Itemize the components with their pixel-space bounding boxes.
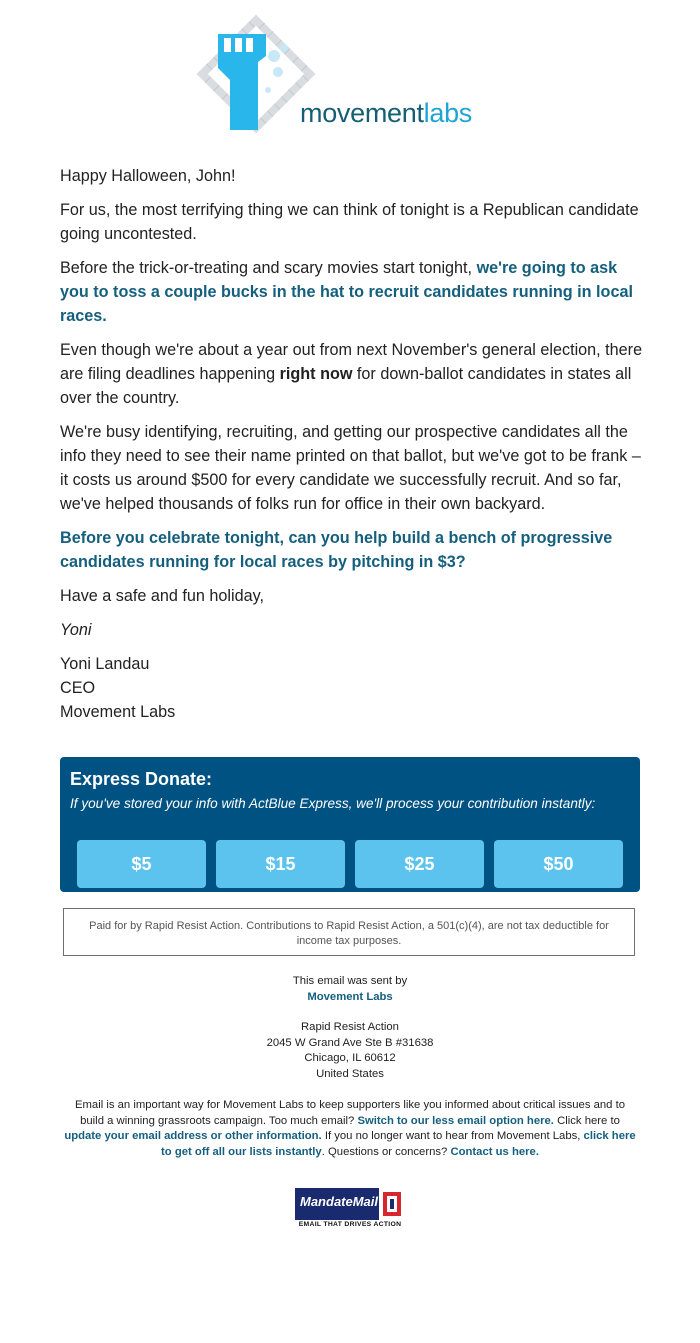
mandatemail-badge[interactable]: [295, 1188, 405, 1230]
email-footer: [62, 974, 638, 1160]
donation-ask: Before you celebrate tonight, can you help build a bench of progressive candidates running for local races by pitching in $3?: [60, 529, 613, 571]
update-info-link[interactable]: update your email address or other information.: [64, 1130, 322, 1142]
movement-labs-logo: [196, 12, 506, 140]
paragraph-1: For us, the most terrifying thing we can think of tonight is a Republican candidate going uncontested.: [60, 201, 639, 243]
footer-country: United States: [316, 1067, 384, 1080]
signature: Yoni: [60, 621, 92, 639]
mandatemail-tagline: EMAIL THAT DRIVES ACTION: [298, 1221, 402, 1228]
footer-address-line1: 2045 W Grand Ave Ste B #31638: [266, 1036, 434, 1049]
greeting: Happy Halloween, John!: [60, 167, 236, 185]
letter-body: [60, 164, 645, 724]
express-donate-title: Express Donate:: [70, 769, 213, 789]
brand-wordmark: movementlabs: [300, 98, 472, 128]
mandatemail-flag-icon: [379, 1188, 405, 1220]
donate-50-button[interactable]: $50: [494, 840, 623, 888]
sender-link[interactable]: Movement Labs: [307, 990, 393, 1003]
unsubscribe-link[interactable]: click here to get off all our lists instantly: [161, 1130, 636, 1158]
donate-15-button[interactable]: $15: [216, 840, 345, 888]
signer-org: Movement Labs: [60, 703, 176, 721]
paid-for-disclaimer: Paid for by Rapid Resist Action. Contributions to Rapid Resist Action, a 501(c)(4), are not tax deductible for income tax purposes.: [63, 908, 635, 956]
signer-title: CEO: [60, 679, 96, 697]
mandatemail-logo-box: [295, 1188, 405, 1220]
signer-name: Yoni Landau: [60, 655, 150, 673]
paragraph-4: We're busy identifying, recruiting, and getting our prospective candidates all the info they need to see their name printed on that ballot, but we've got to be frank – it costs us around $500 for every candidate we successfully recruit. And so far, we've helped thousands of folks run for office in their own backyard.: [60, 423, 641, 513]
donate-5-button[interactable]: $5: [77, 840, 206, 888]
footer-org: Rapid Resist Action: [301, 1021, 399, 1033]
express-donate-subtitle: If you've stored your info with ActBlue Express, we'll process your contribution instantly:: [70, 796, 596, 811]
footer-legal-text: Email is an important way for Movement Labs to keep supporters like you informed about critical issues and to build a winning grassroots campaign. Too much email? Switch to our less email option here. Click here to update your email address or other information. If you no longer want to hear from Movement Labs, click here to get off all our lists instantly. Questions or concerns? Contact us here.: [64, 1099, 636, 1158]
paragraph-3: Even though we're about a year out from next November's general election, there are filing deadlines happening right now for down-ballot candidates in states all over the country.: [60, 341, 643, 407]
closing: Have a safe and fun holiday,: [60, 587, 264, 605]
less-email-link[interactable]: Switch to our less email option here.: [357, 1114, 554, 1127]
paragraph-2: Before the trick-or-treating and scary movies start tonight, we're going to ask you to toss a couple bucks in the hat to recruit candidates running in local races.: [60, 259, 633, 325]
contact-link[interactable]: Contact us here.: [450, 1145, 539, 1158]
sent-by-label: This email was sent by: [292, 975, 408, 987]
express-donate-panel: [60, 757, 640, 892]
highlight-ask: we're going to ask you to toss a couple bucks in the hat to recruit candidates running in local races.: [60, 259, 633, 325]
sign-off-block: [60, 652, 645, 724]
donate-25-button[interactable]: $25: [355, 840, 484, 888]
footer-address-line2: Chicago, IL 60612: [304, 1052, 396, 1064]
mandatemail-name: MandateMail: [300, 1194, 379, 1209]
